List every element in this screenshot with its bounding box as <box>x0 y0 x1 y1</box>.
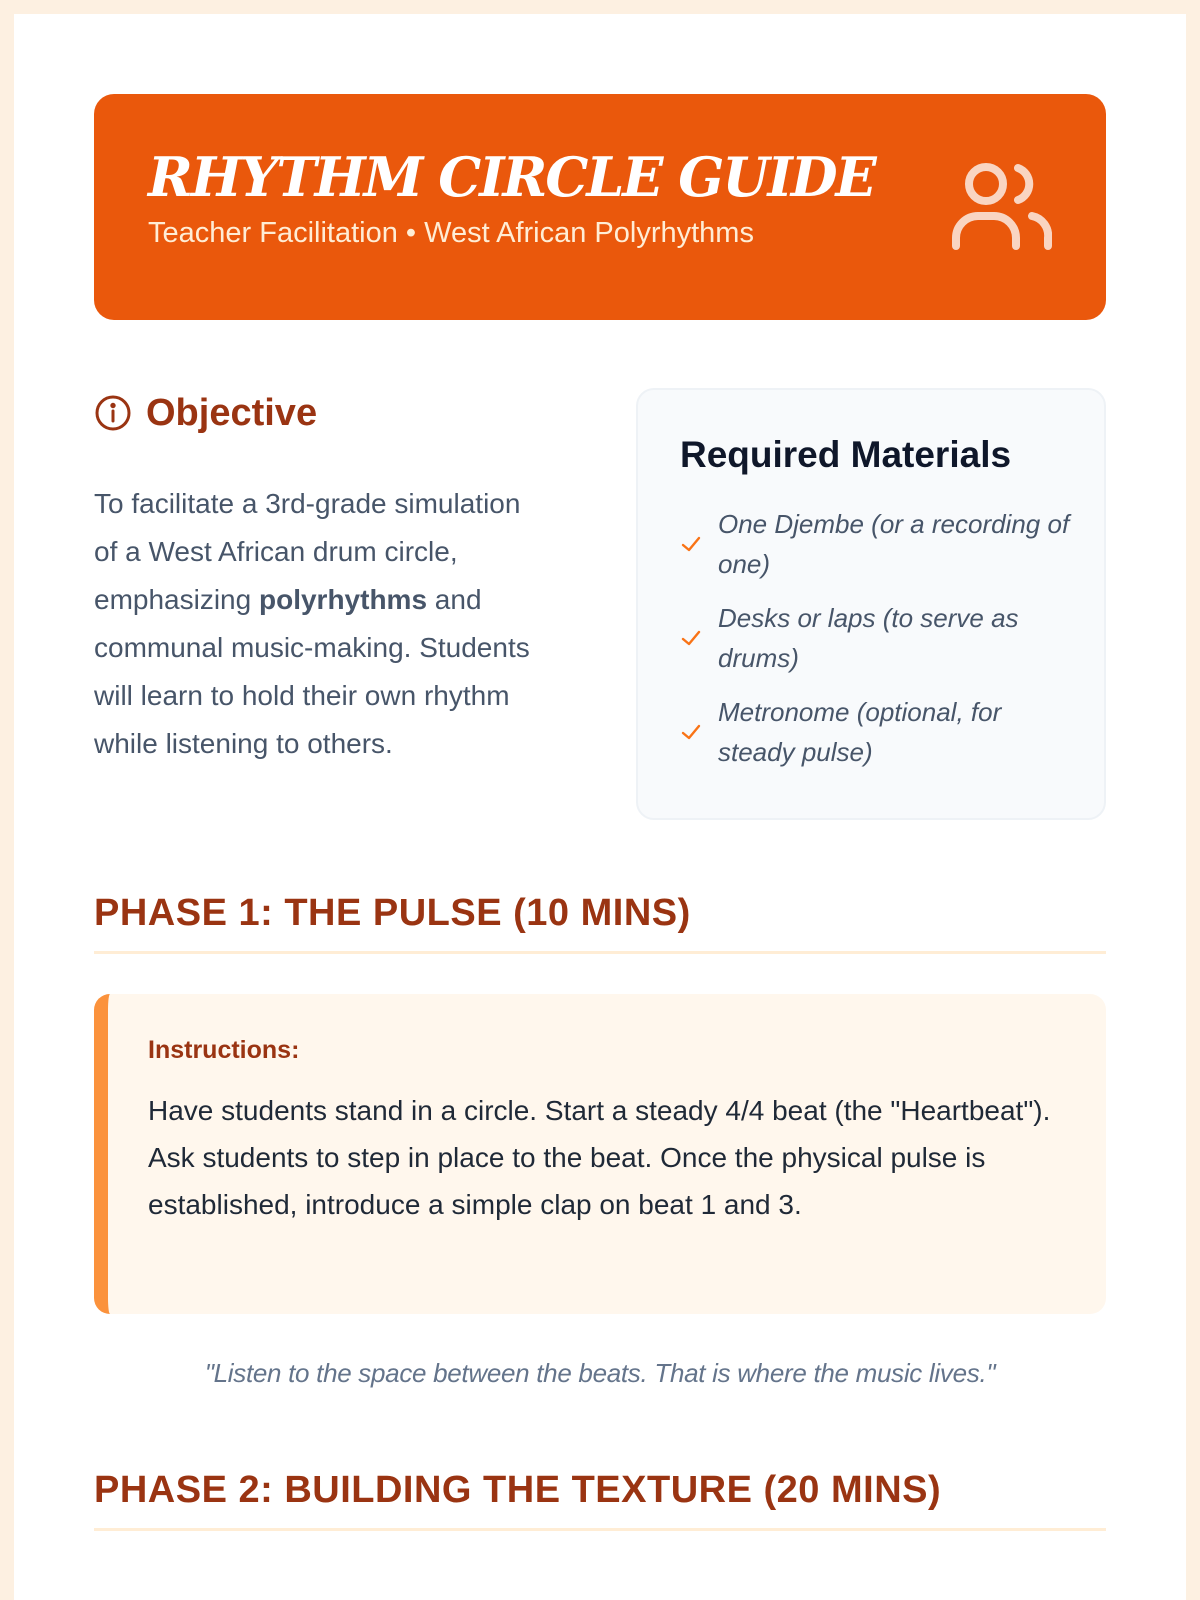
objective-text-emphasis: polyrhythms <box>258 584 428 615</box>
page-subtitle: Teacher Facilitation • West African Polyrhythms <box>148 217 754 250</box>
material-item <box>680 598 1074 678</box>
page <box>14 14 1186 1600</box>
instructions-text: Have students stand in a circle. Start a steady 4/4 beat (the "Heartbeat"). Ask students to step in place to the beat. Once the physical pulse is established, introduce a simple clap on beat 1 and 3. <box>148 1095 1051 1220</box>
check-icon <box>680 721 702 743</box>
material-item <box>680 504 1074 584</box>
check-icon <box>680 627 702 649</box>
phase-2-title: PHASE 2: BUILDING THE TEXTURE (20 MINS) <box>94 1469 1106 1531</box>
materials-title: Required Materials <box>680 434 1012 475</box>
users-icon <box>952 160 1052 256</box>
objective-text <box>94 480 534 768</box>
objective-title: Objective <box>146 391 318 434</box>
material-item-text: Metronome (optional, for steady pulse) <box>718 697 1002 767</box>
material-item <box>680 692 1074 772</box>
objective-heading <box>94 388 534 438</box>
objective-section <box>94 388 534 796</box>
header-banner <box>94 94 1106 320</box>
info-icon <box>94 394 132 432</box>
objective-text-part: To facilitate a 3rd-grade simulation of a West African drum circle, emphasizing <box>94 488 521 615</box>
material-item-text: Desks or laps (to serve as drums) <box>718 603 1019 673</box>
materials-card <box>636 388 1106 820</box>
check-icon <box>680 533 702 555</box>
phase-1-title: PHASE 1: THE PULSE (10 MINS) <box>94 892 1106 954</box>
instructions-callout <box>94 994 1106 1314</box>
instructions-label: Instructions: <box>148 1036 300 1064</box>
objective-text-part: and communal music-making. Students will learn to hold their own rhythm while listening to others. <box>94 584 530 759</box>
intro-section <box>94 388 1106 822</box>
quote: "Listen to the space between the beats. That is where the music lives." <box>204 1358 996 1388</box>
material-item-text: One Djembe (or a recording of one) <box>718 509 1070 579</box>
page-title: RHYTHM CIRCLE GUIDE <box>148 145 875 209</box>
